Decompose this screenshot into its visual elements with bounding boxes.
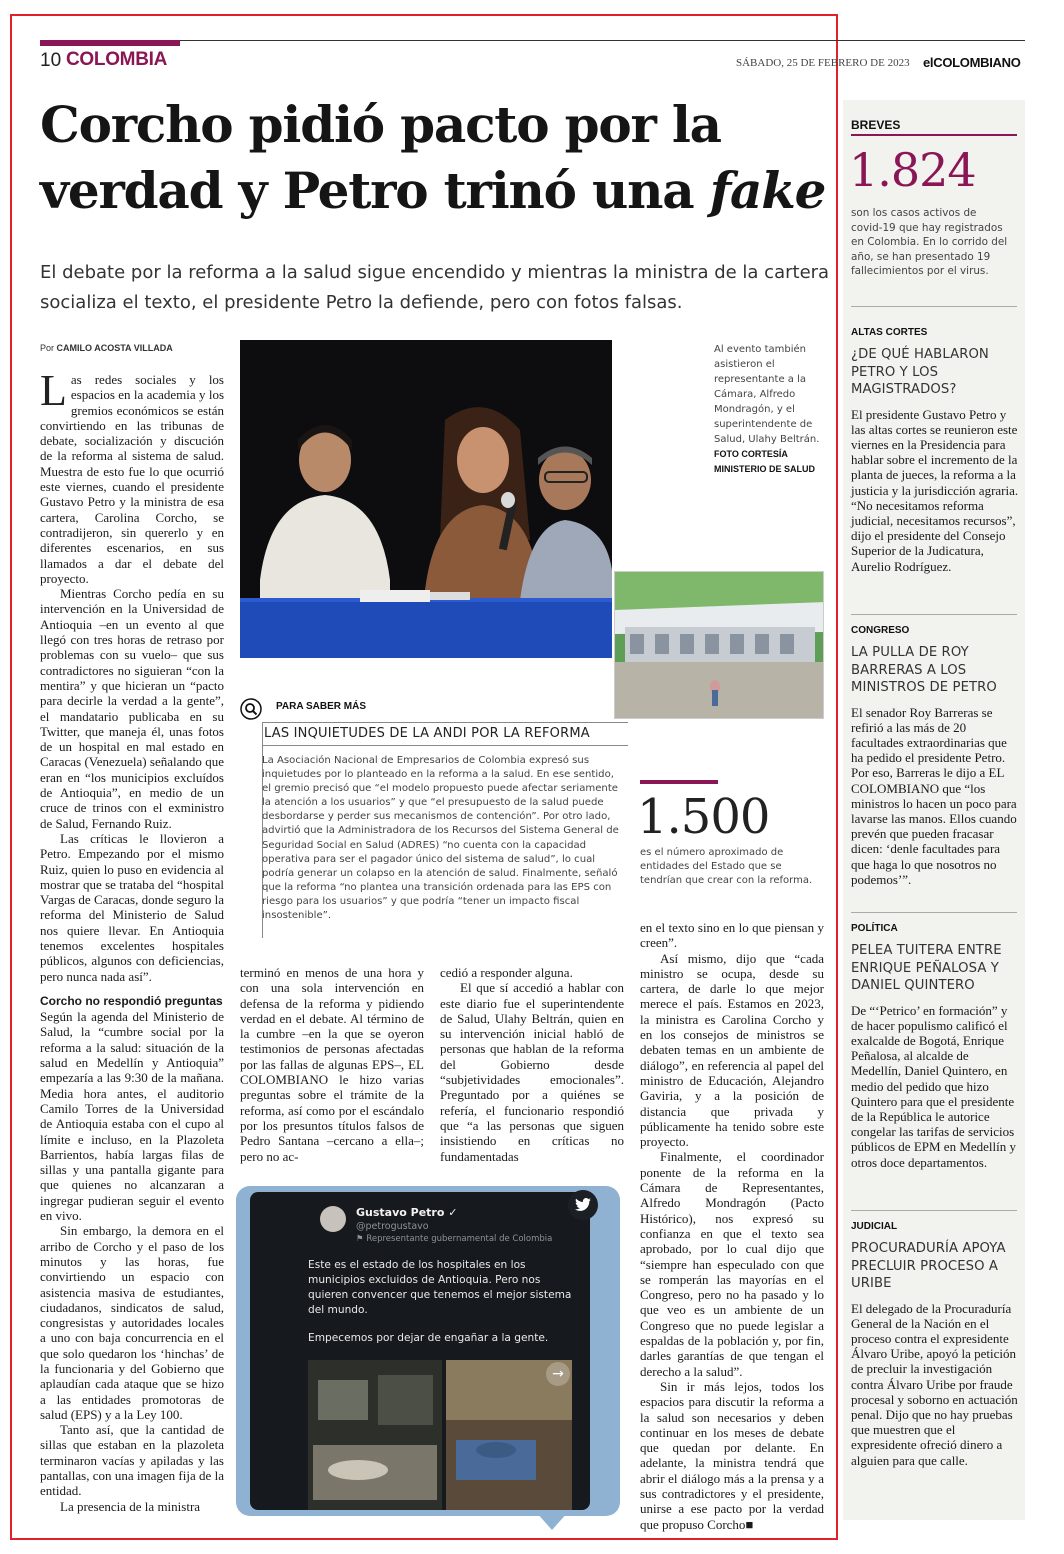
brief-title: LA PULLA DE ROY BARRERAS A LOS MINISTROS DE PETRO	[851, 645, 997, 695]
paragraph: Según la agenda del Ministerio de Salud, la “cumbre social por la reforma a la salud: situación de la salud en Medellín y Antioquia” empezaría a las 9:30 de la mañana. Media hora antes, el auditorio Camilo Torres de la Universidad de Antioquia estaba con el cupo al límite e incluso, en la Plazoleta Barrientos, había largas filas de sillas y una pantalla gigante para que quienes no alcanzaran a ingregar pudieran seguir el evento en vivo.	[40, 1009, 224, 1224]
brief-item	[851, 625, 1019, 887]
article-deck: El debate por la reforma a la salud sigue encendido y mientras la ministra de la cartera socializa el texto, el presidente Petro la defiende, pero con fotos falsas.	[40, 262, 830, 313]
tweet-text-second: Empecemos por dejar de engañar a la gente.	[308, 1332, 549, 1344]
magnifier-icon	[240, 698, 262, 720]
subhead: Corcho no respondió preguntas	[40, 993, 223, 1008]
info-box-title: LAS INQUIETUDES DE LA ANDI POR LA REFORMA	[262, 722, 628, 746]
brief-body: El delegado de la Procuraduría General de la Nación en el proceso contra el expresidente Álvaro Uribe, apoyó la petición de precluir la investigación contra Álvaro Uribe por fraude procesal y soborno en actuación penal. Dijo que no hay pruebas que muestren que el expresidente ofreció dinero a alguien para que calle.	[851, 1300, 1018, 1468]
twitter-bird-icon	[568, 1190, 598, 1220]
dropcap: L	[40, 366, 67, 415]
caption-text: Al evento también asistieron el representante a la Cámara, Alfredo Mondragón, y el superintendente de Salud, Ulahy Beltrán.	[714, 344, 820, 445]
page-number: 10	[40, 50, 62, 71]
brief-title: PELEA TUITERA ENTRE ENRIQUE PEÑALOSA Y DANIEL QUINTERO	[851, 943, 1002, 993]
byline	[40, 343, 173, 353]
article-column-2	[240, 965, 424, 1164]
paragraph: Finalmente, el coordinador ponente de la reforma en la Cámara de Representantes, Alfredo Mondragón (Pacto Histórico), nos expresó su confianza en que el texto sea aprobado, por lo cual dijo que “siempre han especulado con que se romperán las mayorías en el Congreso, pero no ha pasado y lo que veo es un ambiente de un Congreso que no puede legislar a espaldas de la población y, por fin, darles garantías de que tengan el derecho a la salud”.	[640, 1149, 824, 1379]
tweet-embed	[236, 1186, 620, 1516]
headline-italic: fake	[709, 161, 826, 220]
brief-title: ¿DE QUÉ HABLARON PETRO Y LOS MAGISTRADOS?	[851, 347, 989, 397]
sidebar-divider	[851, 912, 1017, 913]
hospital-photo-1	[308, 1360, 442, 1510]
tweet-image-1[interactable]	[308, 1360, 442, 1510]
sidebar-divider	[851, 614, 1017, 615]
sidebar-divider	[851, 306, 1017, 307]
paragraph: cedió a responder alguna.	[440, 965, 573, 980]
issue-date: SÁBADO, 25 DE FEBRERO DE 2023	[736, 57, 910, 69]
tweet-pointer	[536, 1512, 568, 1530]
paragraph: Así mismo, dijo que “cada ministro se ocupa, desde su cartera, de darle lo que mejor merece el país. Estamos en 2023, la ministra es Carolina Corcho y en los consejos de ministros se debaten temas en un ambiente de diálogo”, en referencia al papel del ministro de Educación, Alejandro Gaviria, y a la posición de distancia que privada y públicamente ha tenido sobre este proyecto.	[640, 950, 824, 1150]
top-rule	[40, 40, 1025, 41]
brief-item	[851, 327, 1019, 574]
byline-name: CAMILO ACOSTA VILLADA	[56, 343, 173, 353]
breves-rule	[851, 134, 1017, 136]
next-arrow-icon[interactable]: →	[546, 1362, 570, 1386]
paragraph: terminó en menos de una hora y con una sola intervención en defensa de la reforma y pidiendo verdad en el debate. Al término de la cumbre –en la que se oyeron testimonios de personas afectadas por las fallas de algunas EPS–, EL COLOMBIANO le hizo varias preguntas sobre el trámite de la reforma, así como por el escándalo por los presuntos títulos falsos de Pedro Santana –cercano a ella–; pero no ac-	[240, 965, 424, 1164]
stat-number: 1.500	[637, 789, 770, 845]
stat-accent-bar	[640, 780, 718, 784]
paragraph: Tanto así, que la cantidad de sillas que estaban en la plazoleta terminaron vacías y apiladas y las pantallas, con una imagen fija de la entidad.	[40, 1422, 224, 1499]
info-box-label: PARA SABER MÁS	[276, 701, 367, 712]
section-name: COLOMBIA	[66, 49, 168, 70]
paragraph: Mientras Corcho pedía en su intervención en la Universidad de Antioquia –en un evento al que llegó con tres horas de retraso por problemas con su vuelo– que sus contradictores no siguieran “con la mentira” y que hicieran un “pacto para decirle la verdad a la gente”, el mandatario publicaba en su Twitter, que maneja él, unas fotos de un hospital en mal estado en Caracas (Venezuela) señalando que eran en “los municipios excluídos de Antioquia”, en medio de un cruce de trinos con el exministro de Salud, Fernando Ruiz.	[40, 586, 224, 831]
paragraph: en el texto sino en lo que piensan y creen”.	[640, 920, 824, 951]
info-box	[240, 698, 628, 938]
paragraph: Las críticas le llovieron a Petro. Empezando por el mismo Ruiz, quien lo puso en evidencia al mostrar que se trataba del “hospital Vargas de Caracas, donde seguro la reforma del Ministerio de Salud nos quiere llevar. En Antioquia tenemos excelentes hospitales públicos, algunos con deficiencias, pero nunca nada así”.	[40, 830, 224, 984]
info-box-body: La Asociación Nacional de Empresarios de Colombia expresó sus inquietudes por lo planteado en la reforma a la salud. En ese sentido, el gremio precisó que “el modelo propuesto puede afectar seriamente la atención a los usuarios” y que “el presupuesto de la salud puede desbordarse y perder sus mecanismos de contención”. Por otro lado, advirtió que la Administradora de los Recursos del Sistema General de Seguridad Social en Salud (ADRES) “no cuenta con la capacidad operativa para ser el pagador único del sistema de salud”, lo cual podría generar un colapso en la atención de salud. Finalmente, señaló que la reforma “no plantea una transición ordenada para las EPS con riesgo para los usuarios” y que podría “tener un impacto fiscal insostenible”.	[262, 755, 619, 922]
breves-number: 1.824	[849, 143, 976, 197]
brief-body: El presidente Gustavo Petro y las altas cortes se reunieron este viernes en la Presidencia para hablar sobre el incremento de la planta de jueces, la reforma a la justicia y la jurisdicción agraria. “No necesitamos reforma judicial, necesitamos recursos”, dijo el presidente del Consejo Superior de la Judicatura, Aurelio Rodríguez.	[851, 406, 1019, 574]
brief-body: De “‘Petrico’ en formación” y de hacer populismo calificó el exalcalde de Bogotá, Enrique Peñalosa, al alcalde de Medellín, Daniel Quintero, en medio del pedido que hizo Quintero para que el presidente de la República le autorice congelar las tarifas de servicios públicos de EPM en Medellín y otros doce departamentos.	[851, 1002, 1017, 1170]
brief-title: PROCURADURÍA APOYA PRECLUIR PROCESO A URIBE	[851, 1241, 1006, 1291]
tweet-text: Este es el estado de los hospitales en los municipios excluidos de Antioquia. Pero nos quieren convencer que tenemos el mejor sistema del mundo.	[308, 1259, 572, 1316]
breves-sidebar	[843, 100, 1025, 1520]
headline-main: Corcho pidió pacto por la verdad y Petro trinó una	[40, 95, 721, 220]
breves-description: son los casos activos de covid-19 que hay registrados en Colombia. En lo corrido del año, se han presentado 19 fallecimientos por el virus.	[851, 207, 1008, 277]
tweet-gov-label: ⚑ Representante gubernamental de Colombia	[356, 1234, 553, 1244]
avatar[interactable]	[320, 1206, 346, 1232]
tweet-author-name[interactable]: Gustavo Petro ✓	[356, 1206, 458, 1219]
sidebar-divider	[851, 1210, 1017, 1211]
breves-label: BREVES	[851, 118, 901, 132]
paragraph: Sin embargo, la demora en el arribo de Corcho y el paso de los minutos y las horas, fue convirtiendo un espacio con asistencia masiva de estudiantes, ciudadanos, sindicatos de salud, congresistas y autoridades locales a uno con baja concurrencia en el que solo quedaron los ‘hinchas’ de la funcionaria y del Gobierno que aplaudían cada ataque que se hizo a las entidades promotoras de salud (EPS) y a la Ley 100.	[40, 1223, 224, 1422]
event-photo-illustration	[240, 340, 612, 658]
article-column-4	[640, 920, 824, 1532]
article-column-3	[440, 965, 624, 1164]
brief-item	[851, 1221, 1019, 1468]
end-mark: ■	[745, 1516, 754, 1532]
brief-body: El senador Roy Barreras se refirió a las más de 20 facultades extraordinarias que ha pedido el presidente Petro. Por eso, Barreras le dijo a EL COLOMBIANO que “los ministros lo hacen un poco para lavarse las manos. Ellos cuando prevén que pueden fracasar dicen: ‘denle facultades para que haga lo que nosotros no podemos’”.	[851, 704, 1017, 887]
section-accent-bar	[40, 40, 180, 46]
paragraph: Sin ir más lejos, todos los espacios para discutir la reforma a la salud son necesarios y deben continuar en los meses de debate que quedan por delante. En adelante, la ministra tendrá que abrir el diálogo más a la prensa y a sus contradictores y el presidente, unirse a ese pacto por la verdad que propuso Corcho■	[640, 1378, 824, 1532]
byline-prefix: Por	[40, 343, 55, 353]
plaza-photo-illustration	[615, 572, 824, 719]
paragraph: Las redes sociales y los espacios en la academia y los gremios económicos se están convirtiendo en las tribunas de debate, socialización y discución de la reforma al sistema de salud. Muestra de esto fue lo que ocurrió este viernes, cuando el presidente Gustavo Petro y la ministra de esa cartera, Carolina Corcho, se contradijeron, sin quererlo y en diferentes escenarios, en sus llamados a dar el debate del proyecto.	[40, 366, 224, 586]
plaza-photo	[614, 571, 824, 719]
photo-credit: FOTO CORTESÍA MINISTERIO DE SALUD	[714, 449, 816, 474]
brief-item	[851, 923, 1019, 1170]
brief-category: ALTAS CORTES	[851, 327, 928, 338]
tweet-card[interactable]	[250, 1192, 590, 1510]
masthead-logo: elCOLOMBIANO	[923, 55, 1021, 70]
photo-caption	[714, 342, 826, 477]
brief-category: POLÍTICA	[851, 923, 898, 934]
twitter-bird-glyph	[575, 1198, 591, 1212]
paragraph: El que sí accedió a hablar con este diario fue el superintendente de Salud, Ulahy Beltrán, quien en su intervención inicial habló de personas que hablan de la reforma del Gobierno desde “subjetividades emocionales”. Preguntado por a quiénes se refería, el funcionario respondió que “a las personas que siguen insistiendo en críticas no fundamentadas	[440, 980, 624, 1164]
stat-description: es el número aproximado de entidades del Estado que se tendrían que crear con la reforma.	[640, 847, 813, 886]
article-column-1	[40, 366, 224, 1514]
brief-category: JUDICIAL	[851, 1221, 898, 1232]
brief-category: CONGRESO	[851, 625, 910, 636]
paragraph: La presencia de la ministra	[60, 1498, 201, 1514]
headline	[40, 92, 840, 224]
event-photo	[240, 340, 612, 658]
tweet-author-handle[interactable]: @petrogustavo	[356, 1221, 429, 1232]
